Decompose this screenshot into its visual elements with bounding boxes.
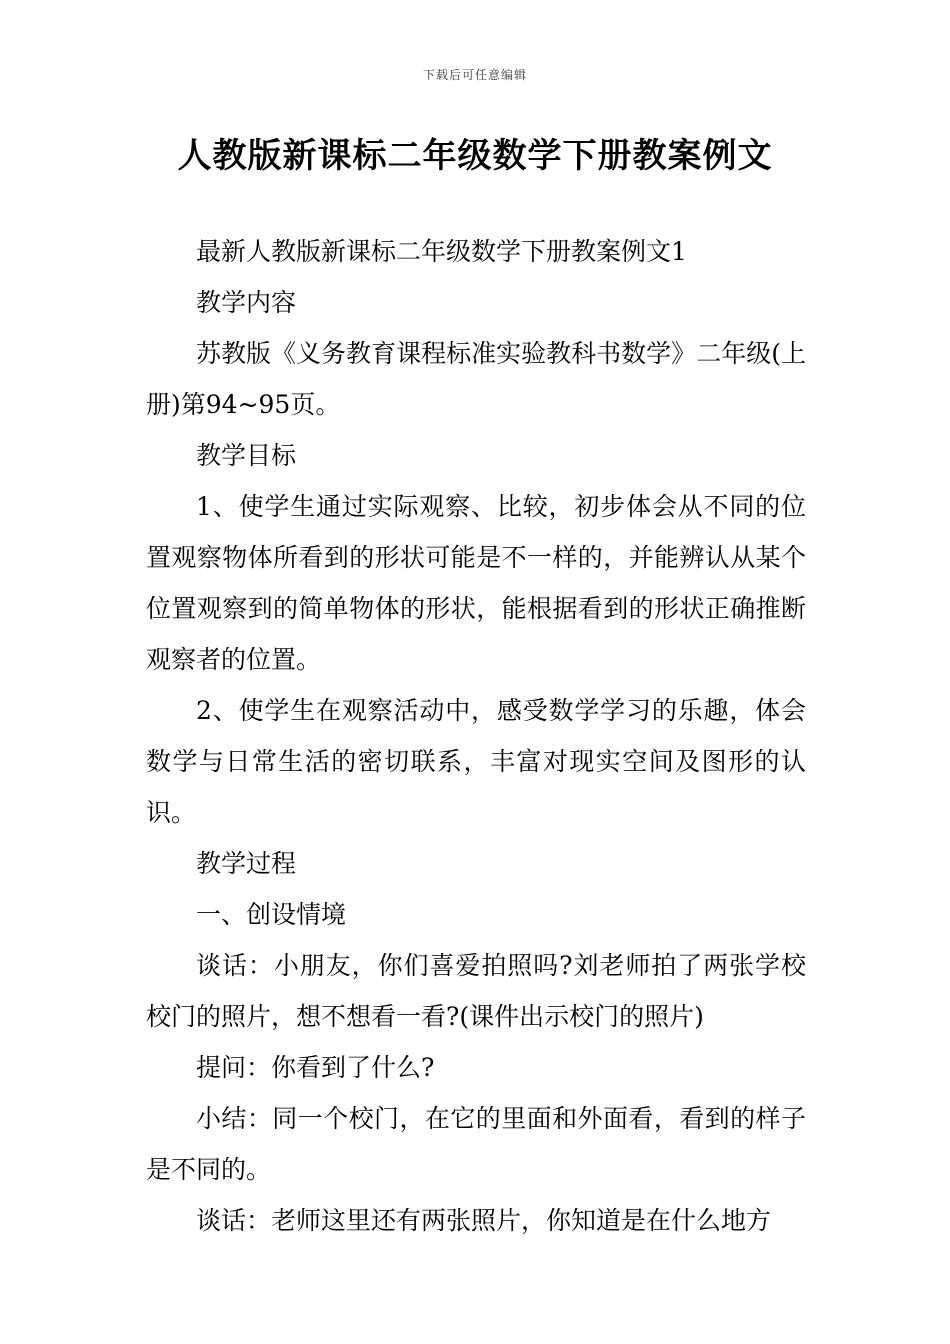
header-note: 下载后可任意编辑 <box>422 68 527 82</box>
paragraph: 谈话：小朋友，你们喜爱拍照吗?刘老师拍了两张学校校门的照片，想不想看一看?(课件出示校门的照片) <box>146 951 806 1031</box>
paragraph-heading-section: 一、创设情境 <box>196 900 347 929</box>
paragraph-subtitle: 最新人教版新课标二年级数学下册教案例文1 <box>196 237 687 266</box>
paragraph: 苏教版《义务教育课程标准实验教科书数学》二年级(上册)第94~95页。 <box>146 339 806 419</box>
paragraph: 小结：同一个校门，在它的里面和外面看，看到的样子是不同的。 <box>146 1104 806 1184</box>
paragraph-heading-process: 教学过程 <box>196 849 297 878</box>
paragraph: 2、使学生在观察活动中，感受数学学习的乐趣，体会数学与日常生活的密切联系，丰富对现实空间及图形的认识。 <box>146 696 806 827</box>
document-body <box>146 226 806 1246</box>
paragraph: 1、使学生通过实际观察、比较，初步体会从不同的位置观察物体所看到的形状可能是不一样的，并能辨认从某个位置观察到的简单物体的形状，能根据看到的形状正确推断观察者的位置。 <box>146 492 806 674</box>
paragraph-heading-content: 教学内容 <box>196 288 297 317</box>
paragraph-heading-goals: 教学目标 <box>196 441 297 470</box>
paragraph: 提问：你看到了什么? <box>196 1053 435 1082</box>
paragraph: 谈话：老师这里还有两张照片，你知道是在什么地方 <box>196 1206 772 1235</box>
document-title: 人教版新课标二年级数学下册教案例文 <box>177 136 773 176</box>
